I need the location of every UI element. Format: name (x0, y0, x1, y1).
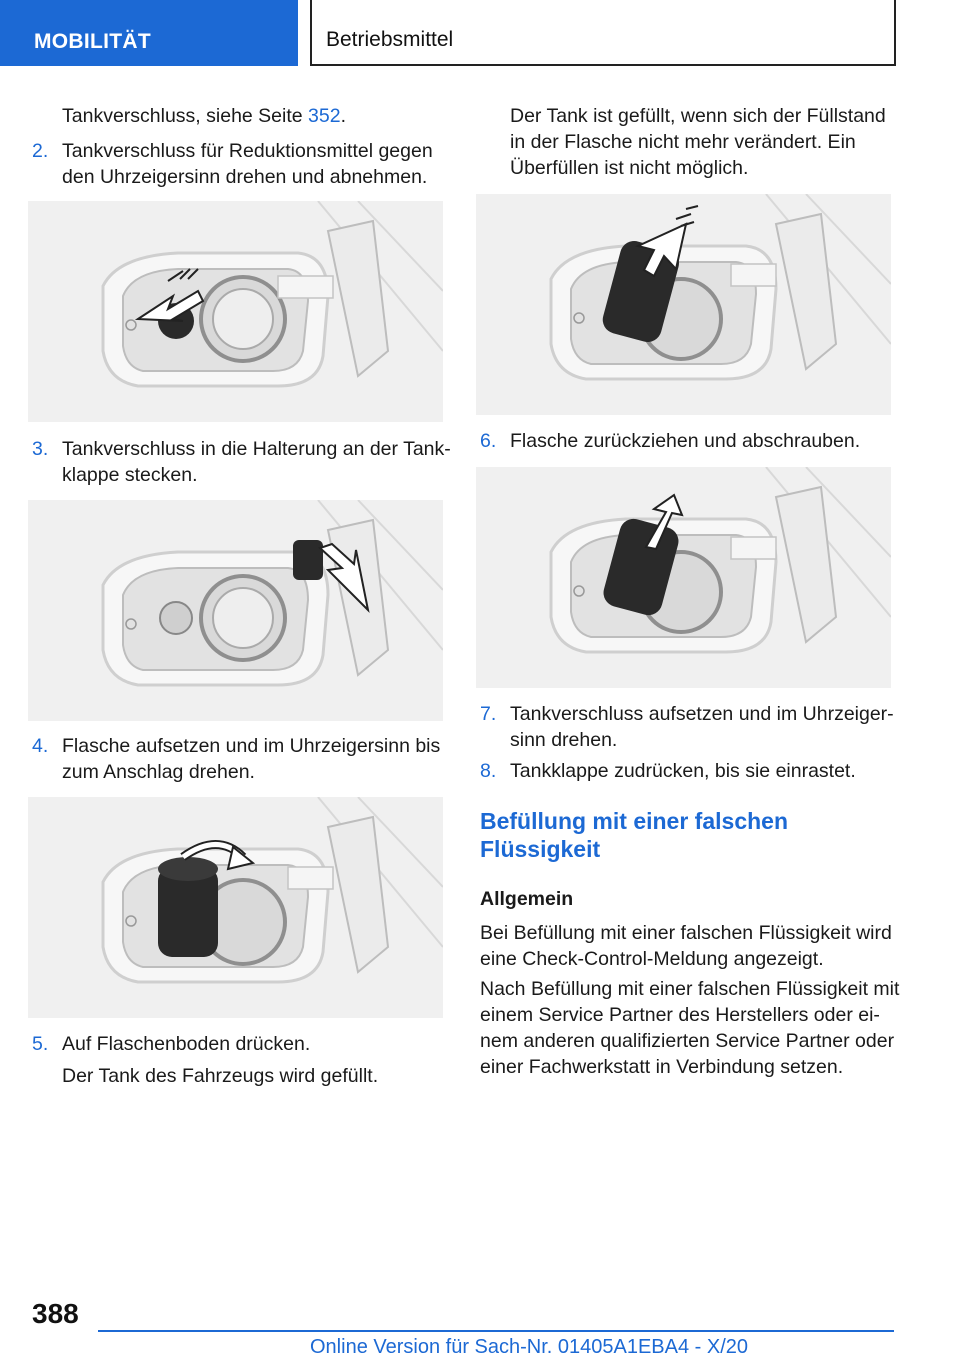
step-text-6: Flasche zurückziehen und abschrauben. (510, 430, 861, 452)
intro-line: Tankverschluss, siehe Seite 352. (62, 105, 347, 127)
page-number: 388 (32, 1298, 79, 1329)
fill-complete-text: Der Tank ist gefüllt, wenn sich der Füllstand in der Flasche nicht mehr verändert. Ein Überfüllen ist nicht möglich. (510, 105, 886, 179)
section-tab (0, 0, 298, 66)
chapter-tab (310, 0, 896, 66)
step-number-5: 5. (32, 1033, 49, 1055)
step-text-5: Auf Flaschenboden drücken. (62, 1033, 311, 1055)
figure-cap-holder (28, 500, 443, 721)
step-text-4: Flasche aufsetzen und im Uhrzeigersinn bis zum Anschlag drehen. (62, 735, 441, 783)
section-title: MOBILITÄT (34, 30, 152, 53)
chapter-title: Betriebsmittel (326, 28, 454, 51)
page-link-352[interactable]: 352 (308, 105, 341, 127)
footer-version: Online Version für Sach-Nr. 01405A1EBA4 - X/20 (310, 1336, 749, 1358)
section-heading-wrong-fluid: Befüllung mit einer falschen Flüssigkeit (480, 808, 788, 862)
step-number-2: 2. (32, 140, 49, 162)
paragraph-check-control: Bei Befüllung mit einer falschen Flüssigkeit wird eine Check-Control-Meldung angezeigt. (480, 922, 892, 970)
step-text-8: Tankklappe zudrücken, bis sie einrastet. (510, 760, 856, 782)
step-number-4: 4. (32, 735, 49, 757)
subheading-general: Allgemein (480, 888, 574, 910)
step-number-8: 8. (480, 760, 497, 782)
step-number-6: 6. (480, 430, 497, 452)
figure-remove-cap (28, 201, 443, 422)
paragraph-service-partner: Nach Befüllung mit einer falschen Flüssigkeit mit einem Service Partner des Herstellers oder ei- nem anderen qualifizierten Service Partner oder einer Fachwerkstatt in Verbindung setzen. (480, 978, 900, 1078)
step-text-2: Tankverschluss für Reduktionsmittel gegen den Uhrzeigersinn drehen und abnehmen. (62, 140, 433, 188)
footer-divider (98, 1330, 894, 1332)
figure-bottle-withdraw (476, 467, 891, 688)
step-text-7: Tankverschluss aufsetzen und im Uhrzeiger- sinn drehen. (510, 703, 894, 751)
step-number-7: 7. (480, 703, 497, 725)
figure-bottle-turn (28, 797, 443, 1018)
step-number-3: 3. (32, 438, 49, 460)
step-5-note: Der Tank des Fahrzeugs wird gefüllt. (62, 1065, 379, 1087)
step-text-3: Tankverschluss in die Halterung an der Tank- klappe stecken. (62, 438, 451, 486)
figure-bottle-press (476, 194, 891, 415)
